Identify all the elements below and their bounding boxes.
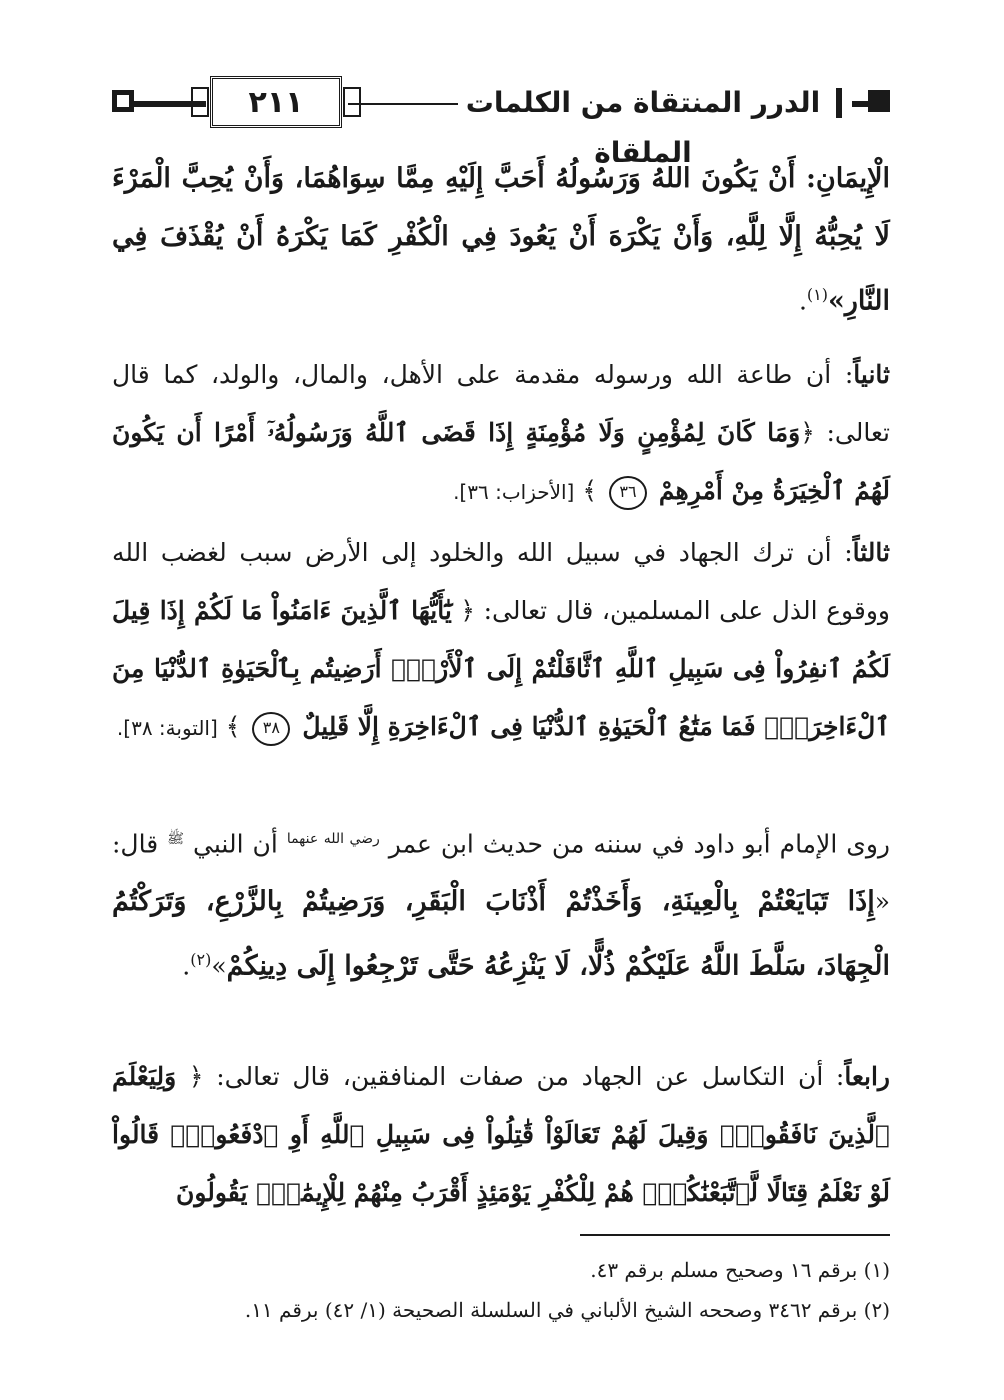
verse-open-bracket: ﴿ xyxy=(800,418,815,447)
footnote-2: (٢) برقم ٣٤٦٢ وصححه الشيخ الألباني في السلسلة الصحيحة (١/ ٤٢) برقم ١١. xyxy=(244,1298,890,1322)
running-title: الدرر المنتقاة من الكلمات الملقاة xyxy=(458,78,828,128)
honorific-radiallahu: رضي الله عنهما xyxy=(286,831,380,847)
footnote-marker-2: (٢) xyxy=(190,950,212,970)
hadith-text: إِذَا تَبَايَعْتُمْ بِالْعِينَةِ، وَأَخَذْتُمْ أَذْنَابَ الْبَقَرِ، وَرَضِيتُمْ بِالزَّرْعِ، وَتَرَكْتُمُ الْجِهَادَ، سَلَّطَ اللَّهُ عَلَيْكُمْ ذُلًّا، لَا يَنْزِعُهُ حَتَّى تَرْجِعُوا إِلَى دِينِكُمْ xyxy=(112,886,890,982)
hadith-text: الْإِيمَانِ: أَنْ يَكُونَ اللهُ وَرَسُولُهُ أَحَبَّ إِلَيْهِ مِمَّا سِوَاهُمَا، وَأَنْ يُحِبَّ الْمَرْءَ لَا يُحِبُّهُ إِلَّا لِلَّهِ، وَأَنْ يَكْرَهَ أَنْ يَعُودَ فِي الْكُفْرِ كَمَا يَكْرَهُ أَنْ يُقْذَفَ فِي النَّارِ» xyxy=(112,163,890,317)
paragraph-fourth xyxy=(112,1048,890,1222)
honorific-salawat: ﷺ xyxy=(167,831,185,847)
verse-open-bracket: ﴿ xyxy=(188,1062,204,1091)
narration-text: روى الإمام أبو داود في سننه من حديث ابن عمر xyxy=(388,829,890,859)
footnote-separator xyxy=(580,1234,890,1236)
verse-reference: [التوبة: ٣٨]. xyxy=(116,716,218,740)
paragraph-abu-dawud: روى الإمام أبو داود في سننه من حديث ابن عمر $^{رضي الله عنهما}$ أن النبي $^ﷺ$ قال: «إِذَا تَبَايَعْتُمْ بِالْعِينَةِ، وَأَخَذْتُمْ أَذْنَابَ الْبَقَرِ، وَرَضِيتُمْ بِالزَّرْعِ، وَتَرَكْتُمُ الْجِهَادَ، سَلَّطَ اللَّهُ عَلَيْكُمْ ذُلًّا، لَا يَنْزِعُهُ حَتَّى تَرْجِعُوا إِلَى دِينِكُمْ»$^{(٢)}$. xyxy=(112,829,890,982)
narration-text: أن النبي xyxy=(193,829,278,859)
point-text: : أن طاعة الله ورسوله مقدمة على الأهل، والمال، والولد، كما قال تعالى: xyxy=(112,360,891,447)
paragraph-second xyxy=(112,346,890,521)
paragraph-hadith-continued: الْإِيمَانِ: أَنْ يَكُونَ اللهُ وَرَسُولُهُ أَحَبَّ إِلَيْهِ مِمَّا سِوَاهُمَا، وَأَنْ يُحِبَّ الْمَرْءَ لَا يُحِبُّهُ إِلَّا لِلَّهِ، وَأَنْ يَكْرَهَ أَنْ يَعُودَ فِي الْكُفْرِ كَمَا يَكْرَهُ أَنْ يُقْذَفَ فِي النَّارِ»$^{(١)}$. xyxy=(112,163,890,317)
page-number: ٢١١ xyxy=(210,76,342,128)
quote-close: » xyxy=(211,951,227,981)
header-tick-right xyxy=(836,88,842,118)
verse-open-bracket: ﴿ xyxy=(460,596,476,625)
quran-verse: وَلِيَعْلَمَ ٱلَّذِينَ نَافَقُواْۚ وَقِيلَ لَهُمْ تَعَالَوْاْ قَٰتِلُواْ فِى سَبِيلِ ٱللَّهِ أَوِ ٱدْفَعُواْۖ قَالُواْ لَوْ نَعْلَمُ قِتَالًا لَّٱتَّبَعْنَٰكُمْۗ هُمْ لِلْكُفْرِ يَوْمَئِذٍ أَقْرَبُ مِنْهُمْ لِلْإِيمَٰنِۚ يَقُولُونَ xyxy=(112,1062,890,1207)
page-header xyxy=(112,74,890,169)
verse-close-bracket: ﴾ xyxy=(582,476,597,505)
footnote-1: (١) برقم ١٦ وصحيح مسلم برقم ٤٣. xyxy=(590,1258,890,1282)
verse-close-bracket: ﴾ xyxy=(225,712,241,741)
quran-verse: يَٰٓأَيُّهَا ٱلَّذِينَ ءَامَنُواْ مَا لَكُمْ إِذَا قِيلَ لَكُمُ ٱنفِرُواْ فِى سَبِيلِ ٱللَّهِ ٱثَّاقَلْتُمْ إِلَى ٱلْأَرْضِۚ أَرَضِيتُم بِٱلْحَيَوٰةِ ٱلدُّنْيَا مِنَ ٱلْءَاخِرَةِۚ فَمَا مَتَٰعُ ٱلْحَيَوٰةِ ٱلدُّنْيَا فِى ٱلْءَاخِرَةِ إِلَّا قَلِيلٌ xyxy=(112,596,890,741)
ayah-number: ٣٦ xyxy=(609,476,647,510)
narration-text: قال: « xyxy=(112,829,890,917)
point-lead: ثانياً xyxy=(853,360,890,389)
paragraph-third xyxy=(112,524,890,757)
verse-reference: [الأحزاب: ٣٦]. xyxy=(453,480,575,504)
header-square-open xyxy=(112,90,134,112)
header-square-filled xyxy=(868,90,890,112)
point-text: : أن ترك الجهاد في سبيل الله والخلود إلى الأرض سبب لغضب الله ووقوع الذل على المسلمين، قال تعالى: xyxy=(112,538,891,625)
point-text: : أن التكاسل عن الجهاد من صفات المنافقين، قال تعالى: xyxy=(216,1062,845,1091)
point-lead: ثالثاً xyxy=(852,538,890,567)
footnotes xyxy=(112,1250,890,1330)
footnote-marker-1: (١) xyxy=(806,285,828,304)
quran-verse: وَمَا كَانَ لِمُؤْمِنٍ وَلَا مُؤْمِنَةٍ إِذَا قَضَى ٱللَّهُ وَرَسُولُهُۥٓ أَمْرًا أَن يَكُونَ لَهُمُ ٱلْخِيَرَةُ مِنْ أَمْرِهِمْ xyxy=(112,418,890,505)
point-lead: رابعاً xyxy=(844,1062,890,1091)
ayah-number: ٣٨ xyxy=(252,712,290,746)
